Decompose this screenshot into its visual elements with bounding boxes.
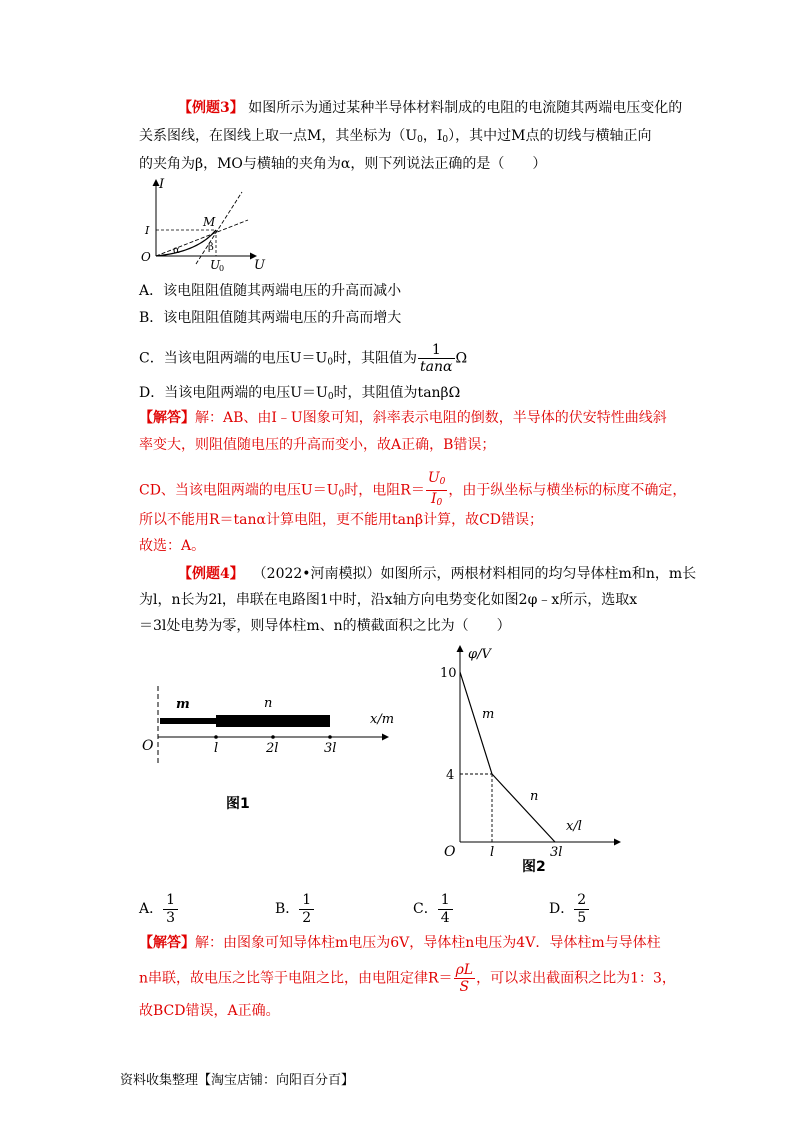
ex3-text2a: 关系图线，在图线上取一点M，其坐标为（U <box>139 128 418 144</box>
potential-line <box>460 672 555 842</box>
text: （2022•河南模拟）如图所示，两根材料相同的均匀导体柱m和n，m长 <box>252 566 697 582</box>
text: D． <box>549 901 575 917</box>
text: 1 <box>299 892 314 910</box>
ex3-text2c: ），其中过M点的切线与横轴正向 <box>448 128 652 144</box>
ex4-line2: 为l，n长为2l，串联在电路图1中时，沿x轴方向电势变化如图2φ﹣x所示，选取x <box>139 592 638 608</box>
ex4-figure1 <box>138 680 400 780</box>
ex4-figure2 <box>438 640 628 878</box>
figure1-caption: 图1 <box>226 796 250 812</box>
text: ，由于纵坐标与横坐标的标度不确定， <box>448 482 687 499</box>
ex3-text2b: ，I <box>422 128 443 144</box>
ex4-option-d <box>549 890 589 928</box>
text: 解：由图象可知导体柱m电压为6V，导体柱n电压为4V．导体柱m与导体柱 <box>195 935 661 951</box>
text: 4 <box>440 909 450 926</box>
ex3-answer-line1 <box>139 407 667 429</box>
ex4-answer-line3: 故BCD错误，A正确。 <box>139 1003 280 1019</box>
text: 1 <box>438 892 453 910</box>
l-label: l <box>214 741 219 756</box>
x-axis-label: x/m <box>370 712 395 727</box>
text: U <box>427 470 440 486</box>
text: I <box>430 491 437 507</box>
ex3-line2 <box>139 125 651 151</box>
i-label: I <box>159 177 165 192</box>
sub: 0 <box>327 357 334 368</box>
sub: 0 <box>439 477 446 487</box>
text: 时，其阻值为 <box>333 350 418 367</box>
option-c-fraction <box>418 342 454 375</box>
value-4: 4 <box>446 768 455 783</box>
n-label: n <box>264 696 273 711</box>
text: A． <box>139 901 164 917</box>
origin-label: O <box>444 844 456 860</box>
ex4-line3: ＝3l处电势为零，则导体柱m、n的横截面积之比为（ ） <box>139 618 511 634</box>
3l-label: 3l <box>324 741 337 756</box>
ex3-option-d <box>139 382 460 408</box>
text: ρL <box>455 962 474 978</box>
text: 时，其阻值为tanβΩ <box>333 385 461 401</box>
ex3-answer-line4: 所以不能用R＝tanα计算电阻，更不能用tanβ计算，故CD错误； <box>139 512 544 528</box>
m-label: M <box>203 215 216 229</box>
text: 5 <box>577 909 587 926</box>
text: 3 <box>166 909 176 926</box>
u0-sub: 0 <box>219 264 225 272</box>
text: ，可以求出截面积之比为1：3， <box>476 970 676 987</box>
ex3-text1: 如图所示为通过某种半导体材料制成的电阻的电流随其两端电压变化的 <box>248 100 683 116</box>
ex4-option-c <box>413 890 453 928</box>
u0-label: U <box>210 258 221 272</box>
resistivity-fraction <box>454 962 476 995</box>
ex4-line1 <box>178 563 696 585</box>
ex4-tag: 【例题4】 <box>178 566 244 582</box>
2l-label: 2l <box>266 741 279 756</box>
footer: 资料收集整理【淘宝店铺：向阳百分百】 <box>120 1073 355 1088</box>
sub: 0 <box>417 135 423 145</box>
m-label: m <box>176 697 190 712</box>
sub: 0 <box>436 498 443 508</box>
origin-label: O <box>142 738 154 754</box>
ex3-line3: 的夹角为β，MO与横轴的夹角为α，则下列说法正确的是（ ） <box>139 156 547 172</box>
text: S <box>459 979 470 995</box>
tick-3l <box>328 735 332 739</box>
text: 时，电阻R＝ <box>344 482 425 499</box>
text: Ω <box>455 350 468 367</box>
ex4-option-b <box>275 890 314 928</box>
ex4-answer-line2 <box>139 962 676 995</box>
text: B． <box>275 901 300 917</box>
phi-label: φ/V <box>468 647 491 662</box>
text: n串联，故电压之比等于电阻之比，由电阻定律R＝ <box>139 970 453 987</box>
answer-tag: 【解答】 <box>139 410 195 426</box>
3l-label: 3l <box>550 845 563 860</box>
ex4-option-a <box>139 890 178 928</box>
u-label: U <box>254 258 265 272</box>
ex3-answer-line2: 率变大，则阻值随电压的升高而变小，故A正确，B错误； <box>139 437 496 453</box>
text: 1 <box>418 342 454 359</box>
option-d-fraction <box>574 892 589 927</box>
ex4-answer-line1 <box>139 932 661 954</box>
ex3-answer-line5: 故选：A。 <box>139 538 206 554</box>
sub: 0 <box>442 135 449 145</box>
ex3-answer-line3 <box>139 470 686 511</box>
option-a-fraction <box>163 892 178 927</box>
text: 2 <box>302 909 312 926</box>
ex3-option-b: B．该电阻阻值随其两端电压的升高而增大 <box>139 310 402 326</box>
ex3-option-a: A．该电阻阻值随其两端电压的升高而减小 <box>139 283 402 299</box>
value-10: 10 <box>440 666 457 681</box>
conductor-n <box>216 715 330 727</box>
sub: 0 <box>327 392 334 402</box>
figure2-caption: 图2 <box>522 859 546 875</box>
text: tanα <box>420 359 453 375</box>
m-label: m <box>482 707 495 722</box>
mo-line <box>156 220 248 256</box>
option-b-fraction <box>299 892 314 927</box>
text: C． <box>413 901 438 917</box>
tick-l <box>214 735 218 739</box>
ex3-iu-graph <box>138 172 278 272</box>
alpha-label: α <box>173 245 180 256</box>
text: 解：AB、由I﹣U图象可知，斜率表示电阻的倒数，半导体的伏安特性曲线斜 <box>195 410 667 426</box>
ex3-tag: 【例题3】 <box>178 100 244 116</box>
answer-tag: 【解答】 <box>139 935 195 951</box>
text: 2 <box>574 892 589 910</box>
sub: 0 <box>338 489 345 500</box>
text: 1 <box>163 892 178 910</box>
x-axis-label: x/l <box>566 819 582 834</box>
i0-label: I <box>145 224 150 237</box>
ex3-line1 <box>178 97 682 119</box>
tick-2l <box>271 735 275 739</box>
n-label: n <box>530 789 539 804</box>
text: C．当该电阻两端的电压U＝U <box>139 350 328 367</box>
ex3-option-c <box>139 342 467 375</box>
text: CD、当该电阻两端的电压U＝U <box>139 482 339 499</box>
l-label: l <box>490 845 495 860</box>
beta-label: β <box>208 242 214 253</box>
text: D．当该电阻两端的电压U＝U <box>139 385 328 401</box>
conductor-m <box>160 718 216 724</box>
origin-label: O <box>141 250 151 264</box>
option-c-fraction <box>438 892 453 927</box>
resistance-fraction <box>426 470 448 511</box>
